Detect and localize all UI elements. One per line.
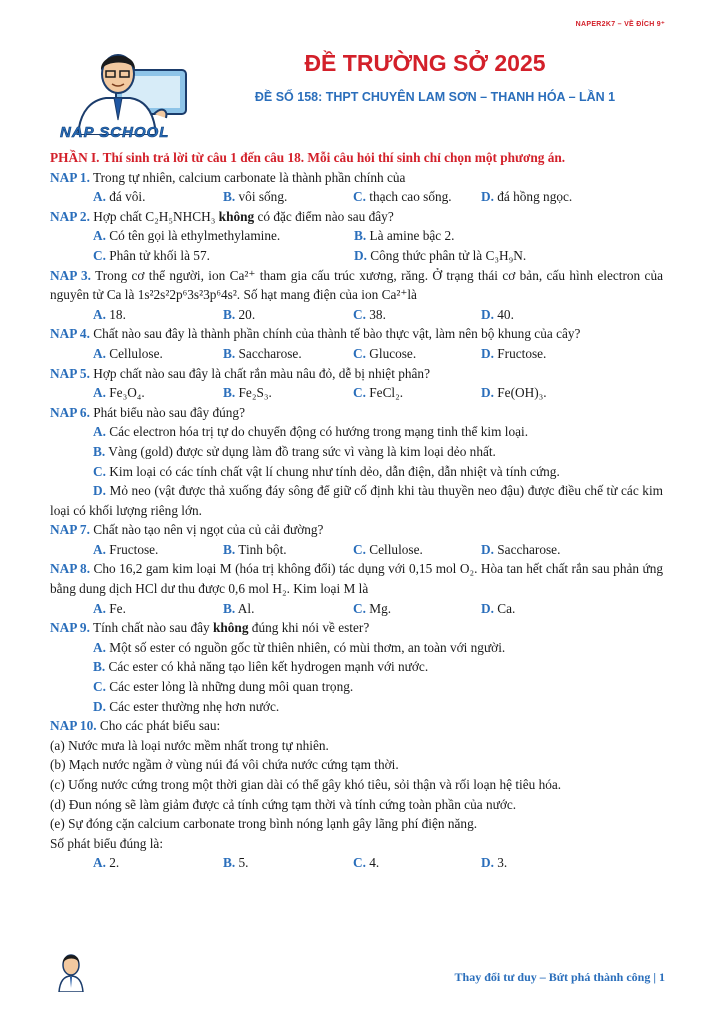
page-title: ĐỀ TRƯỜNG SỞ 2025	[304, 50, 546, 76]
option[interactable]: D. Các ester thường nhẹ hơn nước.	[93, 698, 280, 714]
question-8	[50, 559, 663, 598]
options-q5	[50, 383, 663, 403]
page-subtitle: ĐỀ SỐ 158: THPT CHUYÊN LAM SƠN – THANH HÓA – LẦN 1	[254, 90, 616, 104]
footer-mascot-icon	[56, 950, 86, 992]
footer-slogan: Thay đổi tư duy – Bứt phá thành công |	[454, 970, 659, 984]
option[interactable]: D. Công thức phân tử là C₃H₉N.	[354, 247, 527, 263]
option[interactable]: A. Cellulose.	[93, 345, 163, 361]
option[interactable]: B. Là amine bậc 2.	[354, 228, 455, 244]
option[interactable]: C. FeCl₂.	[353, 385, 404, 401]
keyword: không	[212, 620, 249, 636]
exam-content	[50, 148, 663, 873]
option[interactable]: D. 3.	[481, 855, 508, 871]
question-6	[50, 403, 663, 423]
option[interactable]: C. 4.	[353, 855, 380, 871]
option[interactable]: D. Fructose.	[481, 345, 547, 361]
question-number: NAP 3.	[50, 267, 91, 283]
statement: (b) Mạch nước ngầm ở vùng núi đá vôi chứa nước cứng tạm thời.	[50, 757, 399, 773]
question-number: NAP 5.	[50, 365, 90, 381]
option[interactable]: D. Saccharose.	[481, 541, 561, 557]
footer	[430, 970, 665, 985]
option[interactable]: A. Fructose.	[93, 541, 159, 557]
question-text: Chất nào tạo nên vị ngọt của củ cải đường?	[89, 522, 324, 538]
question-text: Hợp chất nào sau đây là chất rắn màu nâu đỏ, dễ bị nhiệt phân?	[89, 365, 430, 381]
option[interactable]: C. Glucose.	[353, 345, 417, 361]
question-10	[50, 716, 663, 736]
question-2: NAP 2. Hợp chất C₂H₅NHCH₃ không có đặc điểm nào sau đây?	[50, 208, 394, 224]
option[interactable]: C. 38.	[353, 306, 386, 322]
statement: (d) Đun nóng sẽ làm giảm được cả tính cứng tạm thời và tính cứng toàn phần của nước.	[50, 796, 517, 812]
question-3	[50, 266, 663, 305]
option[interactable]: B. Các ester có khả năng tạo liên kết hydrogen mạnh với nước.	[93, 659, 429, 675]
option[interactable]: B. Tinh bột.	[223, 541, 287, 557]
question-number: NAP 2.	[50, 208, 90, 224]
option[interactable]: C. Phân tử khối là 57.	[93, 247, 210, 263]
option[interactable]: C. Mg.	[353, 600, 392, 616]
option[interactable]: A. Có tên gọi là ethylmethylamine.	[93, 228, 281, 244]
option[interactable]: A. đá vôi.	[93, 189, 146, 205]
option[interactable]: B. Vàng (gold) được sử dụng làm đồ trang sức vì vàng là kim loại dẻo nhất.	[93, 443, 496, 459]
option[interactable]: D. 40.	[481, 306, 514, 322]
options-q1	[50, 187, 663, 207]
question-text: Trong cơ thể người, ion Ca²⁺ tham gia cấu trúc xương, răng. Ở trạng thái cơ bản, cấu hình electron của nguyên tử Ca là 1s²2s²2p⁶3s²3p⁶4s². Số hạt mang điện của ion Ca²⁺là	[50, 267, 663, 303]
statement: (e) Sự đóng cặn calcium carbonate trong bình nóng lạnh gây lãng phí điện năng.	[50, 816, 478, 832]
statement: (a) Nước mưa là loại nước mềm nhất trong tự nhiên.	[50, 737, 329, 753]
page-number: 1	[659, 970, 665, 984]
question-4	[50, 324, 663, 344]
question-9: NAP 9. Tính chất nào sau đây không đúng khi nói về ester?	[50, 620, 370, 636]
option[interactable]: A. 2.	[93, 855, 120, 871]
option[interactable]: B. Al.	[223, 600, 255, 616]
question-number: NAP 9.	[50, 620, 90, 636]
question-text: Cho các phát biểu sau:	[96, 718, 221, 734]
option[interactable]: C. thạch cao sống.	[353, 189, 452, 205]
option[interactable]: B. vôi sống.	[223, 189, 288, 205]
brand-logo-text: NAP SCHOOL	[60, 124, 170, 141]
option[interactable]: C. Các ester lỏng là những dung môi quan trọng.	[93, 679, 354, 695]
question-5	[50, 364, 663, 384]
option[interactable]: A. 18.	[93, 306, 126, 322]
question-number: NAP 7.	[50, 522, 90, 538]
question-text: Chất nào sau đây là thành phần chính của thành tế bào thực vật, làm nên bộ khung của cây?	[89, 326, 581, 342]
part-heading: PHẦN I. Thí sinh trả lời từ câu 1 đến câu 18. Mỗi câu hỏi thí sinh chỉ chọn một phương án.	[50, 150, 566, 165]
options-q2	[50, 226, 663, 265]
option[interactable]: D. Mỏ neo (vật được thả xuống đáy sông để giữ cố định khi tàu thuyền neo đậu) được điều chế từ các kim loại có khối lượng riêng lớn.	[50, 483, 663, 518]
options-q4	[50, 344, 663, 364]
option[interactable]: C. Cellulose.	[353, 541, 423, 557]
options-q7	[50, 540, 663, 560]
question-number: NAP 8.	[50, 561, 91, 577]
option[interactable]: D. đá hồng ngọc.	[481, 189, 573, 205]
question-ask: Số phát biểu đúng là:	[50, 835, 164, 851]
question-text: Trong tự nhiên, calcium carbonate là thành phần chính của	[89, 169, 406, 185]
question-number: NAP 10.	[50, 718, 97, 734]
question-text: Phát biểu nào sau đây đúng?	[89, 404, 245, 420]
question-text: Cho 16,2 gam kim loại M (hóa trị không đổi) tác dụng với 0,15 mol O₂. Hòa tan hết chất rắn sau phản ứng bằng dung dịch HCl dư thu được 0,6 mol H₂. Kim loại M là	[50, 561, 663, 597]
question-number: NAP 1.	[50, 169, 90, 185]
option[interactable]: D. Ca.	[481, 600, 516, 616]
option[interactable]: B. Saccharose.	[223, 345, 302, 361]
question-1	[50, 168, 663, 188]
option[interactable]: B. Fe₂S₃.	[223, 385, 272, 401]
options-q10	[50, 853, 663, 873]
header-tag: NAPER2K7 – VỀ ĐÍCH 9⁺	[575, 21, 665, 28]
option[interactable]: A. Fe.	[93, 600, 126, 616]
question-7	[50, 520, 663, 540]
option[interactable]: D. Fe(OH)₃.	[481, 385, 547, 401]
keyword: không	[218, 208, 255, 224]
option[interactable]: C. Kim loại có các tính chất vật lí chung như tính dẻo, dẫn điện, dẫn nhiệt và tính cứng.	[93, 463, 560, 479]
options-q3	[50, 305, 663, 325]
option[interactable]: B. 5.	[223, 855, 249, 871]
options-q8	[50, 599, 663, 619]
option[interactable]: A. Fe₃O₄.	[93, 385, 145, 401]
question-number: NAP 4.	[50, 326, 90, 342]
option[interactable]: B. 20.	[223, 306, 256, 322]
option[interactable]: A. Một số ester có nguồn gốc từ thiên nhiên, có mùi thơm, an toàn với người.	[93, 639, 506, 655]
question-number: NAP 6.	[50, 404, 90, 420]
option[interactable]: A. Các electron hóa trị tự do chuyển động có hướng trong mạng tinh thể kim loại.	[93, 424, 529, 440]
statement: (c) Uống nước cứng trong một thời gian dài có thể gây khó tiêu, sỏi thận và rối loạn hệ tiêu hóa.	[50, 777, 562, 792]
